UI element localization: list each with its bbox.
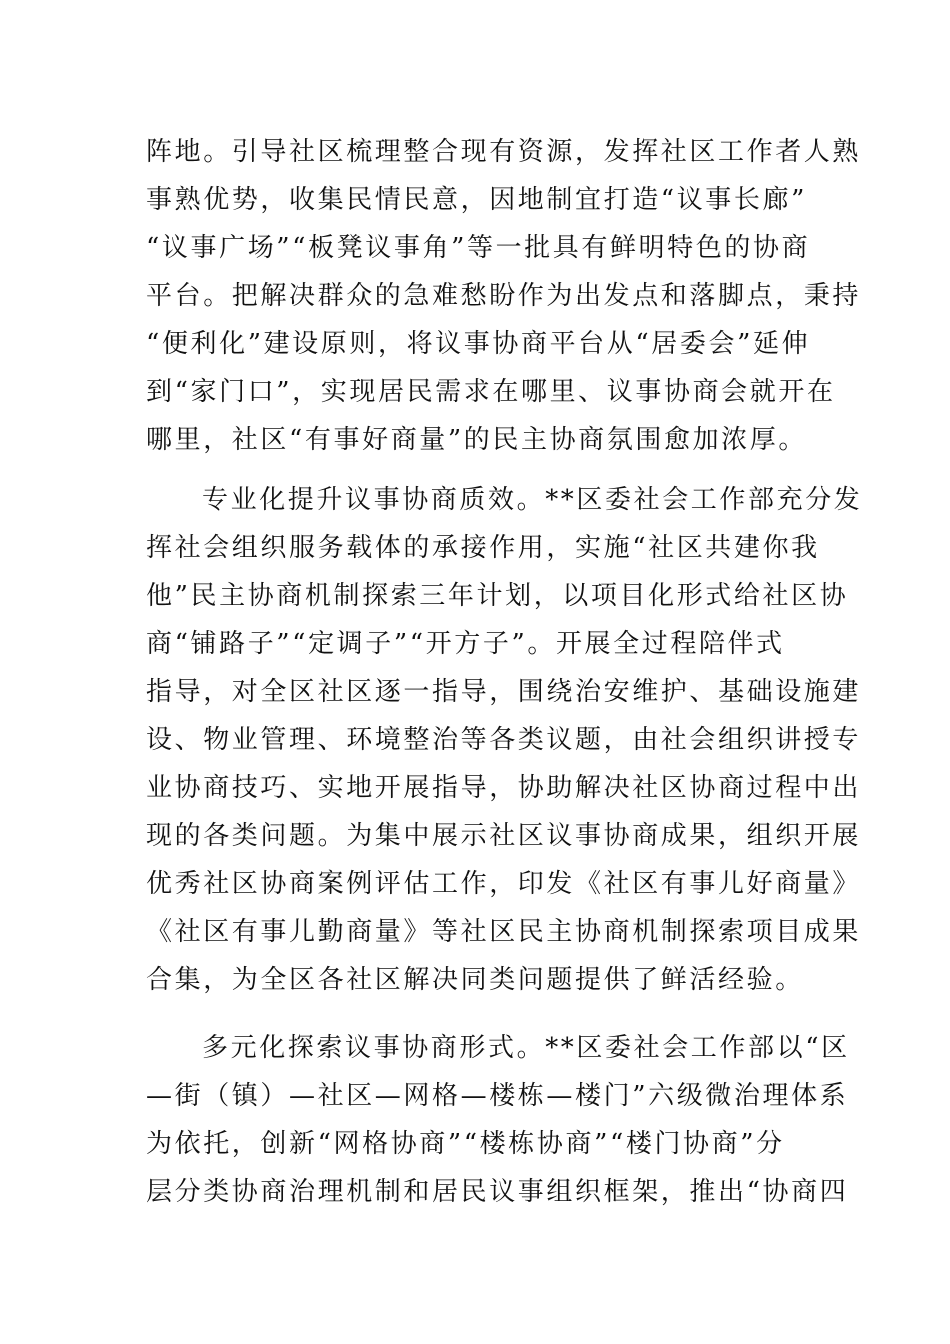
text-line: 到“家门口”，实现居民需求在哪里、议事协商会就开在 xyxy=(146,377,836,407)
text-line: 现的各类问题。为集中展示社区议事协商成果，组织开展 xyxy=(146,821,862,851)
text-line: 为依托，创新“网格协商”“楼栋协商”“楼门协商”分 xyxy=(146,1129,785,1159)
text-line: 商“铺路子”“定调子”“开方子”。开展全过程陪伴式 xyxy=(146,629,785,659)
text-line: 挥社会组织服务载体的承接作用，实施“社区共建你我 xyxy=(146,533,820,563)
paragraph-3 xyxy=(146,1024,850,1216)
text-line: “议事广场”“板凳议事角”等一批具有鲜明特色的协商 xyxy=(146,233,811,263)
paragraph-1 xyxy=(146,128,862,464)
text-line: 优秀社区协商案例评估工作，印发《社区有事儿好商量》 xyxy=(146,869,862,899)
text-line: 专业化提升议事协商质效。**区委社会工作部充分发 xyxy=(202,485,863,515)
text-line: 设、物业管理、环境整治等各类议题，由社会组织讲授专 xyxy=(146,725,862,755)
text-line: 层分类协商治理机制和居民议事组织框架，推出“协商四 xyxy=(146,1177,849,1207)
text-line: 他”民主协商机制探索三年计划，以项目化形式给社区协 xyxy=(146,581,849,611)
text-line: “便利化”建设原则，将议事协商平台从“居委会”延伸 xyxy=(146,329,811,359)
text-line: 《社区有事儿勤商量》等社区民主协商机制探索项目成果 xyxy=(146,917,862,947)
text-line: —街（镇）—社区—网格—楼栋—楼门”六级微治理体系 xyxy=(146,1081,849,1111)
text-line: 业协商技巧、实地开展指导，协助解决社区协商过程中出 xyxy=(146,773,862,803)
text-line: 哪里，社区“有事好商量”的民主协商氛围愈加浓厚。 xyxy=(146,425,807,455)
paragraph-2 xyxy=(146,476,863,1052)
text-line: 指导，对全区社区逐一指导，围绕治安维护、基础设施建 xyxy=(146,677,862,707)
text-line: 合集，为全区各社区解决同类问题提供了鲜活经验。 xyxy=(146,965,804,995)
text-line: 多元化探索议事协商形式。**区委社会工作部以“区 xyxy=(202,1033,850,1063)
text-line: 事熟优势，收集民情民意，因地制宜打造“议事长廊” xyxy=(146,185,807,215)
text-line: 阵地。引导社区梳理整合现有资源，发挥社区工作者人熟 xyxy=(146,137,862,167)
text-line: 平台。把解决群众的急难愁盼作为出发点和落脚点，秉持 xyxy=(146,281,862,311)
